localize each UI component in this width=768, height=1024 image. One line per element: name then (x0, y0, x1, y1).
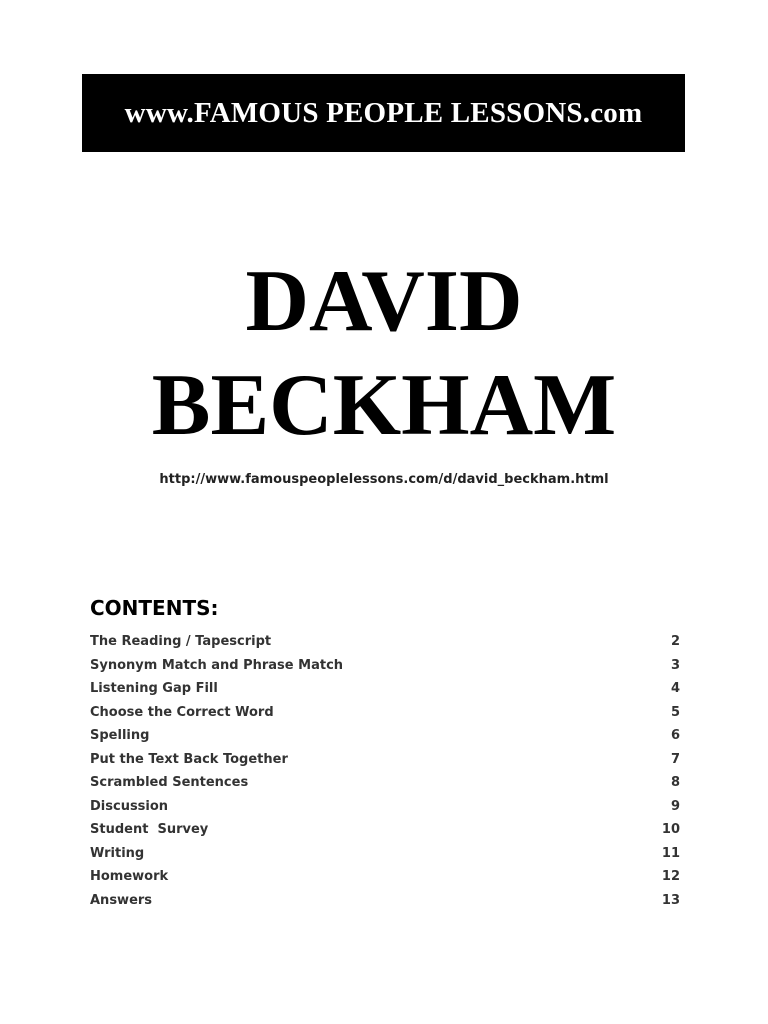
toc-item-label: Synonym Match and Phrase Match (90, 657, 344, 673)
toc-item-label: Listening Gap Fill (90, 681, 218, 697)
toc-item-page: 6 (670, 728, 680, 744)
toc-item-page: 8 (670, 775, 680, 791)
toc-item (90, 889, 680, 913)
toc-item-page: 9 (670, 798, 680, 814)
site-banner (82, 74, 685, 152)
toc-item-page: 10 (661, 822, 680, 838)
toc-item (90, 842, 680, 866)
toc-item-label: Answers (90, 892, 153, 908)
toc-item-label: Put the Text Back Together (90, 751, 288, 767)
toc-item-label: Scrambled Sentences (90, 775, 249, 791)
title-line-last-name: BECKHAM (151, 357, 617, 454)
toc-item-label: Homework (90, 869, 169, 885)
toc-item-page: 4 (670, 681, 680, 697)
toc-item (90, 677, 680, 701)
toc-item (90, 865, 680, 889)
toc-item-page: 7 (670, 751, 680, 767)
toc-item (90, 701, 680, 725)
toc-item (90, 771, 680, 795)
toc-item-page: 5 (670, 704, 680, 720)
toc-item (90, 654, 680, 678)
toc-item-label: Writing (90, 845, 145, 861)
toc-item-label: Discussion (90, 798, 169, 814)
toc-item-label: Spelling (90, 728, 150, 744)
toc-item (90, 630, 680, 654)
toc-item (90, 818, 680, 842)
toc-item (90, 748, 680, 772)
page-title (0, 250, 768, 458)
toc-item-page: 13 (661, 892, 680, 908)
toc-item (90, 724, 680, 748)
toc-item-label: Choose the Correct Word (90, 704, 274, 720)
table-of-contents (90, 630, 680, 912)
title-line-first-name: DAVID (245, 253, 523, 350)
toc-item-page: 12 (661, 869, 680, 885)
toc-item-label: The Reading / Tapescript (90, 634, 272, 650)
toc-item-label: Student Survey (90, 822, 209, 838)
toc-item (90, 795, 680, 819)
toc-item-page: 2 (670, 634, 680, 650)
contents-heading: CONTENTS: (90, 596, 219, 620)
source-url: http://www.famouspeoplelessons.com/d/david_beckham.html (159, 472, 609, 487)
toc-item-page: 3 (670, 657, 680, 673)
site-banner-text: www.FAMOUS PEOPLE LESSONS.com (124, 96, 643, 129)
toc-item-page: 11 (661, 845, 680, 861)
